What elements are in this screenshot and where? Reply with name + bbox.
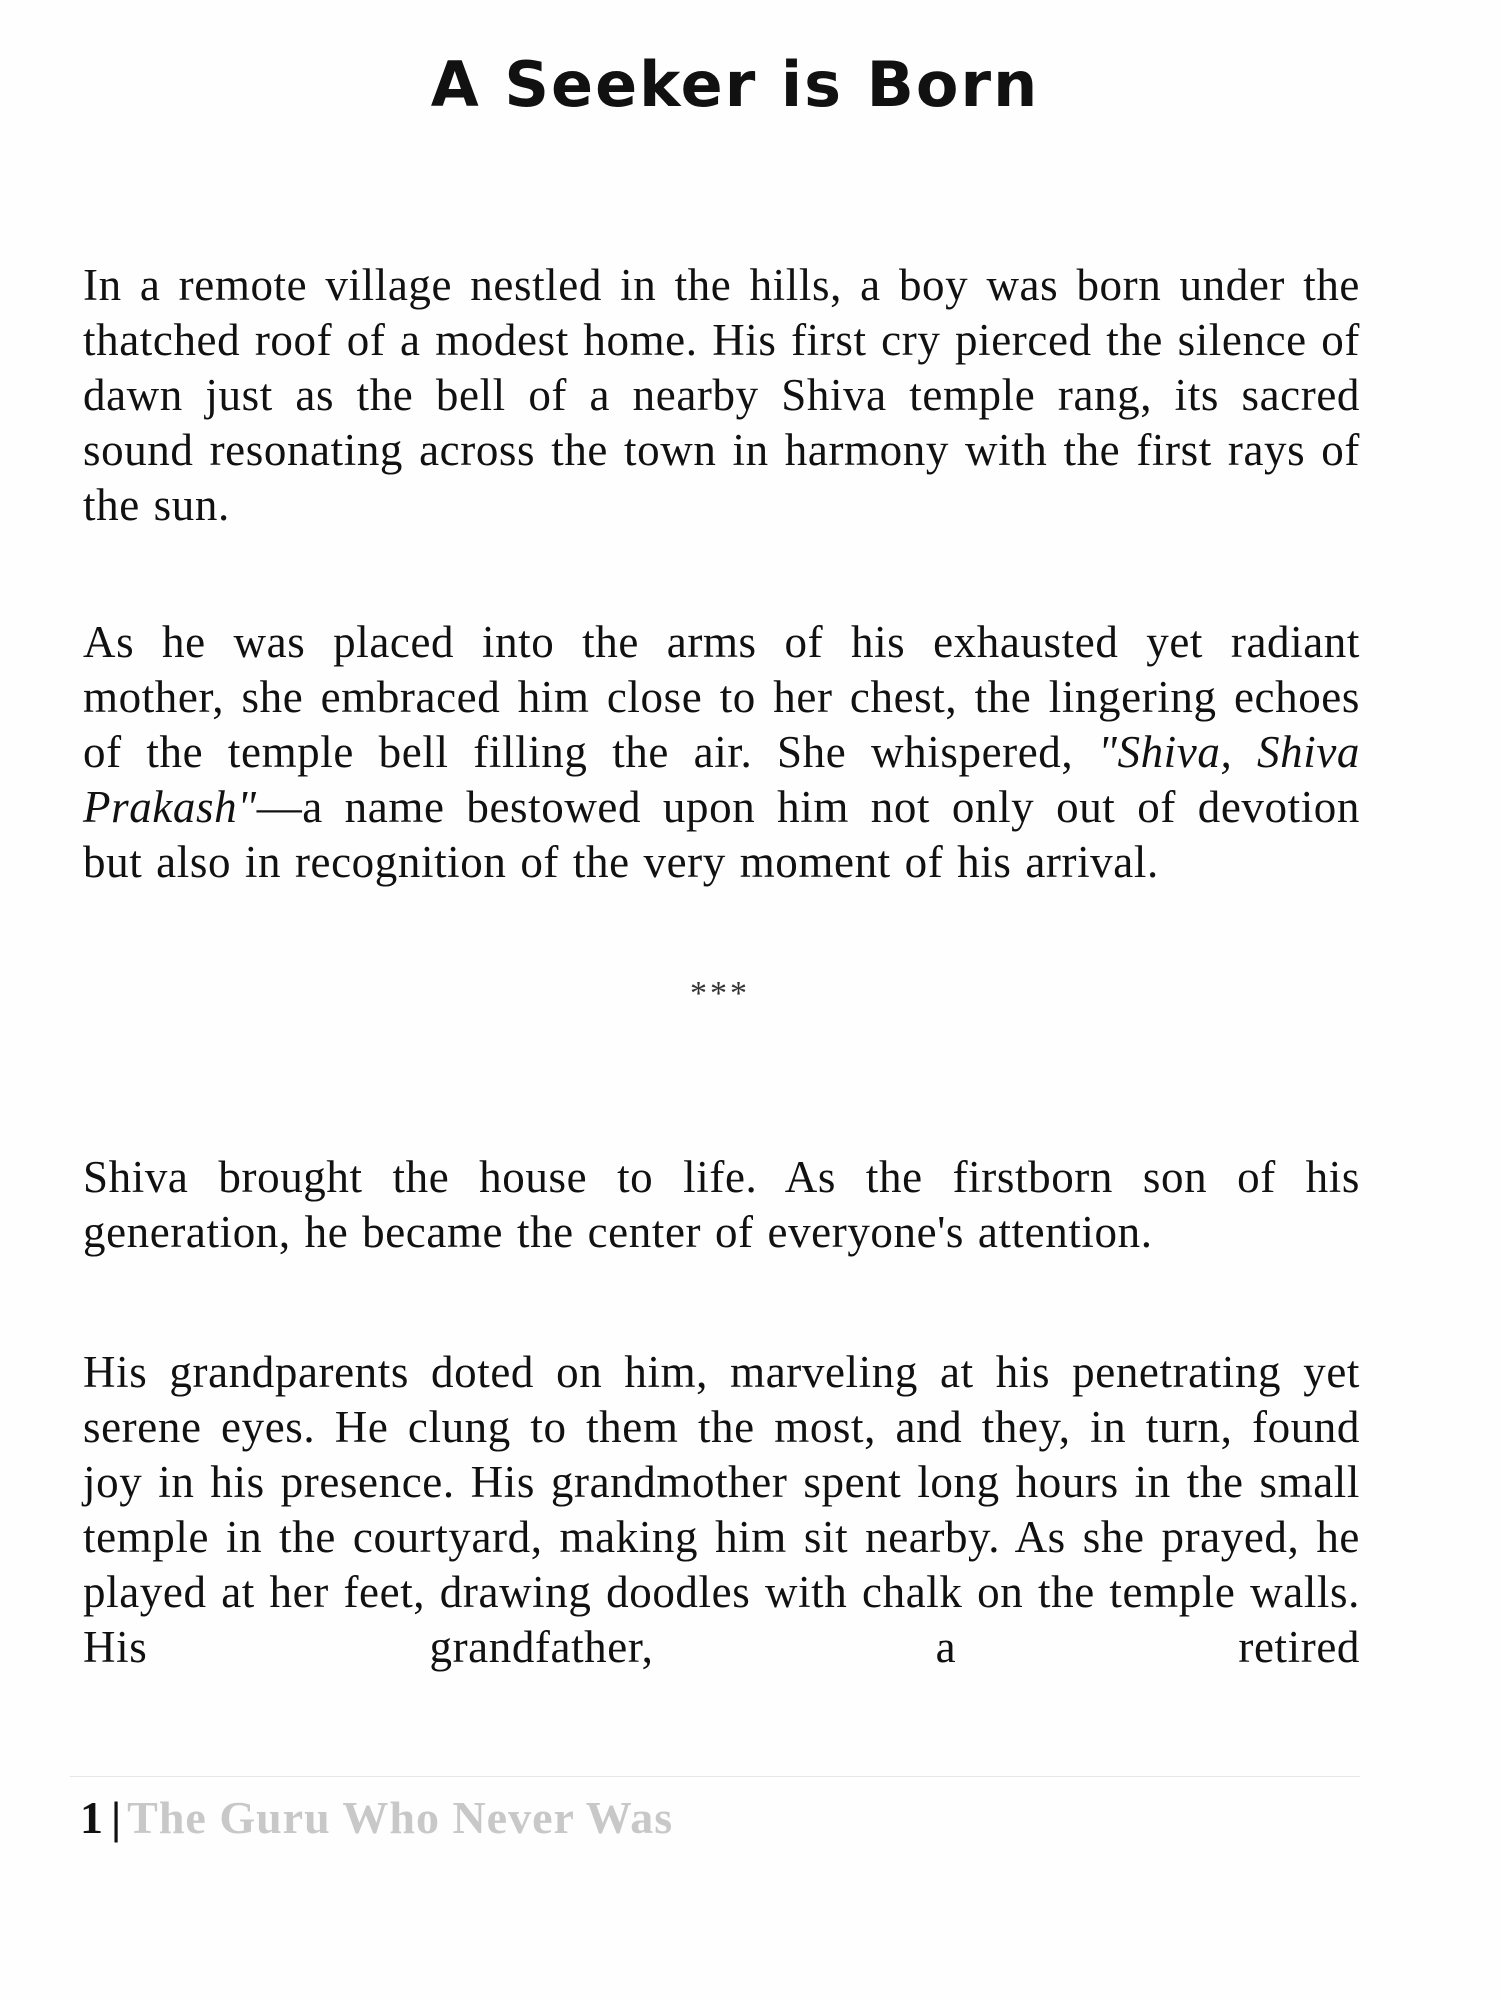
footer-separator: |	[111, 1792, 122, 1843]
page-footer	[80, 1790, 673, 1846]
paragraph-naming-text-start: As he was placed into the arms of his exhausted yet radiant mother, she embraced him close to her chest, the lingering echoes of the temple bell filling the air. She whispered,	[83, 617, 1360, 777]
paragraph-grandparents: His grandparents doted on him, marveling at his penetrating yet serene eyes. He clung to them the most, and they, in turn, found joy in his presence. His grandmother spent long hours in the small temple in the courtyard, making him sit nearby. As she prayed, he played at her feet, drawing doodles with chalk on the temple walls. His grandfather, a retired	[83, 1347, 1360, 1672]
footer-divider	[70, 1776, 1360, 1777]
paragraph-naming	[83, 615, 1360, 890]
paragraph-naming-text-end: —a name bestowed upon him not only out of devotion but also in recognition of the very moment of his arrival.	[83, 782, 1360, 887]
section-separator: ***	[690, 975, 750, 1012]
name-quote: "Shiva, Shiva Prakash"	[83, 727, 1360, 832]
book-title: The Guru Who Never Was	[127, 1792, 674, 1843]
page-number: 1	[80, 1792, 103, 1843]
paragraph-house: Shiva brought the house to life. As the firstborn son of his generation, he became the center of everyone's attention.	[83, 1152, 1360, 1257]
paragraph-birth: In a remote village nestled in the hills, a boy was born under the thatched roof of a modest home. His first cry pierced the silence of dawn just as the bell of a nearby Shiva temple rang, its sacred sound resonating across the town in harmony with the first rays of the sun.	[83, 260, 1360, 530]
chapter-title: A Seeker is Born	[430, 48, 1040, 121]
